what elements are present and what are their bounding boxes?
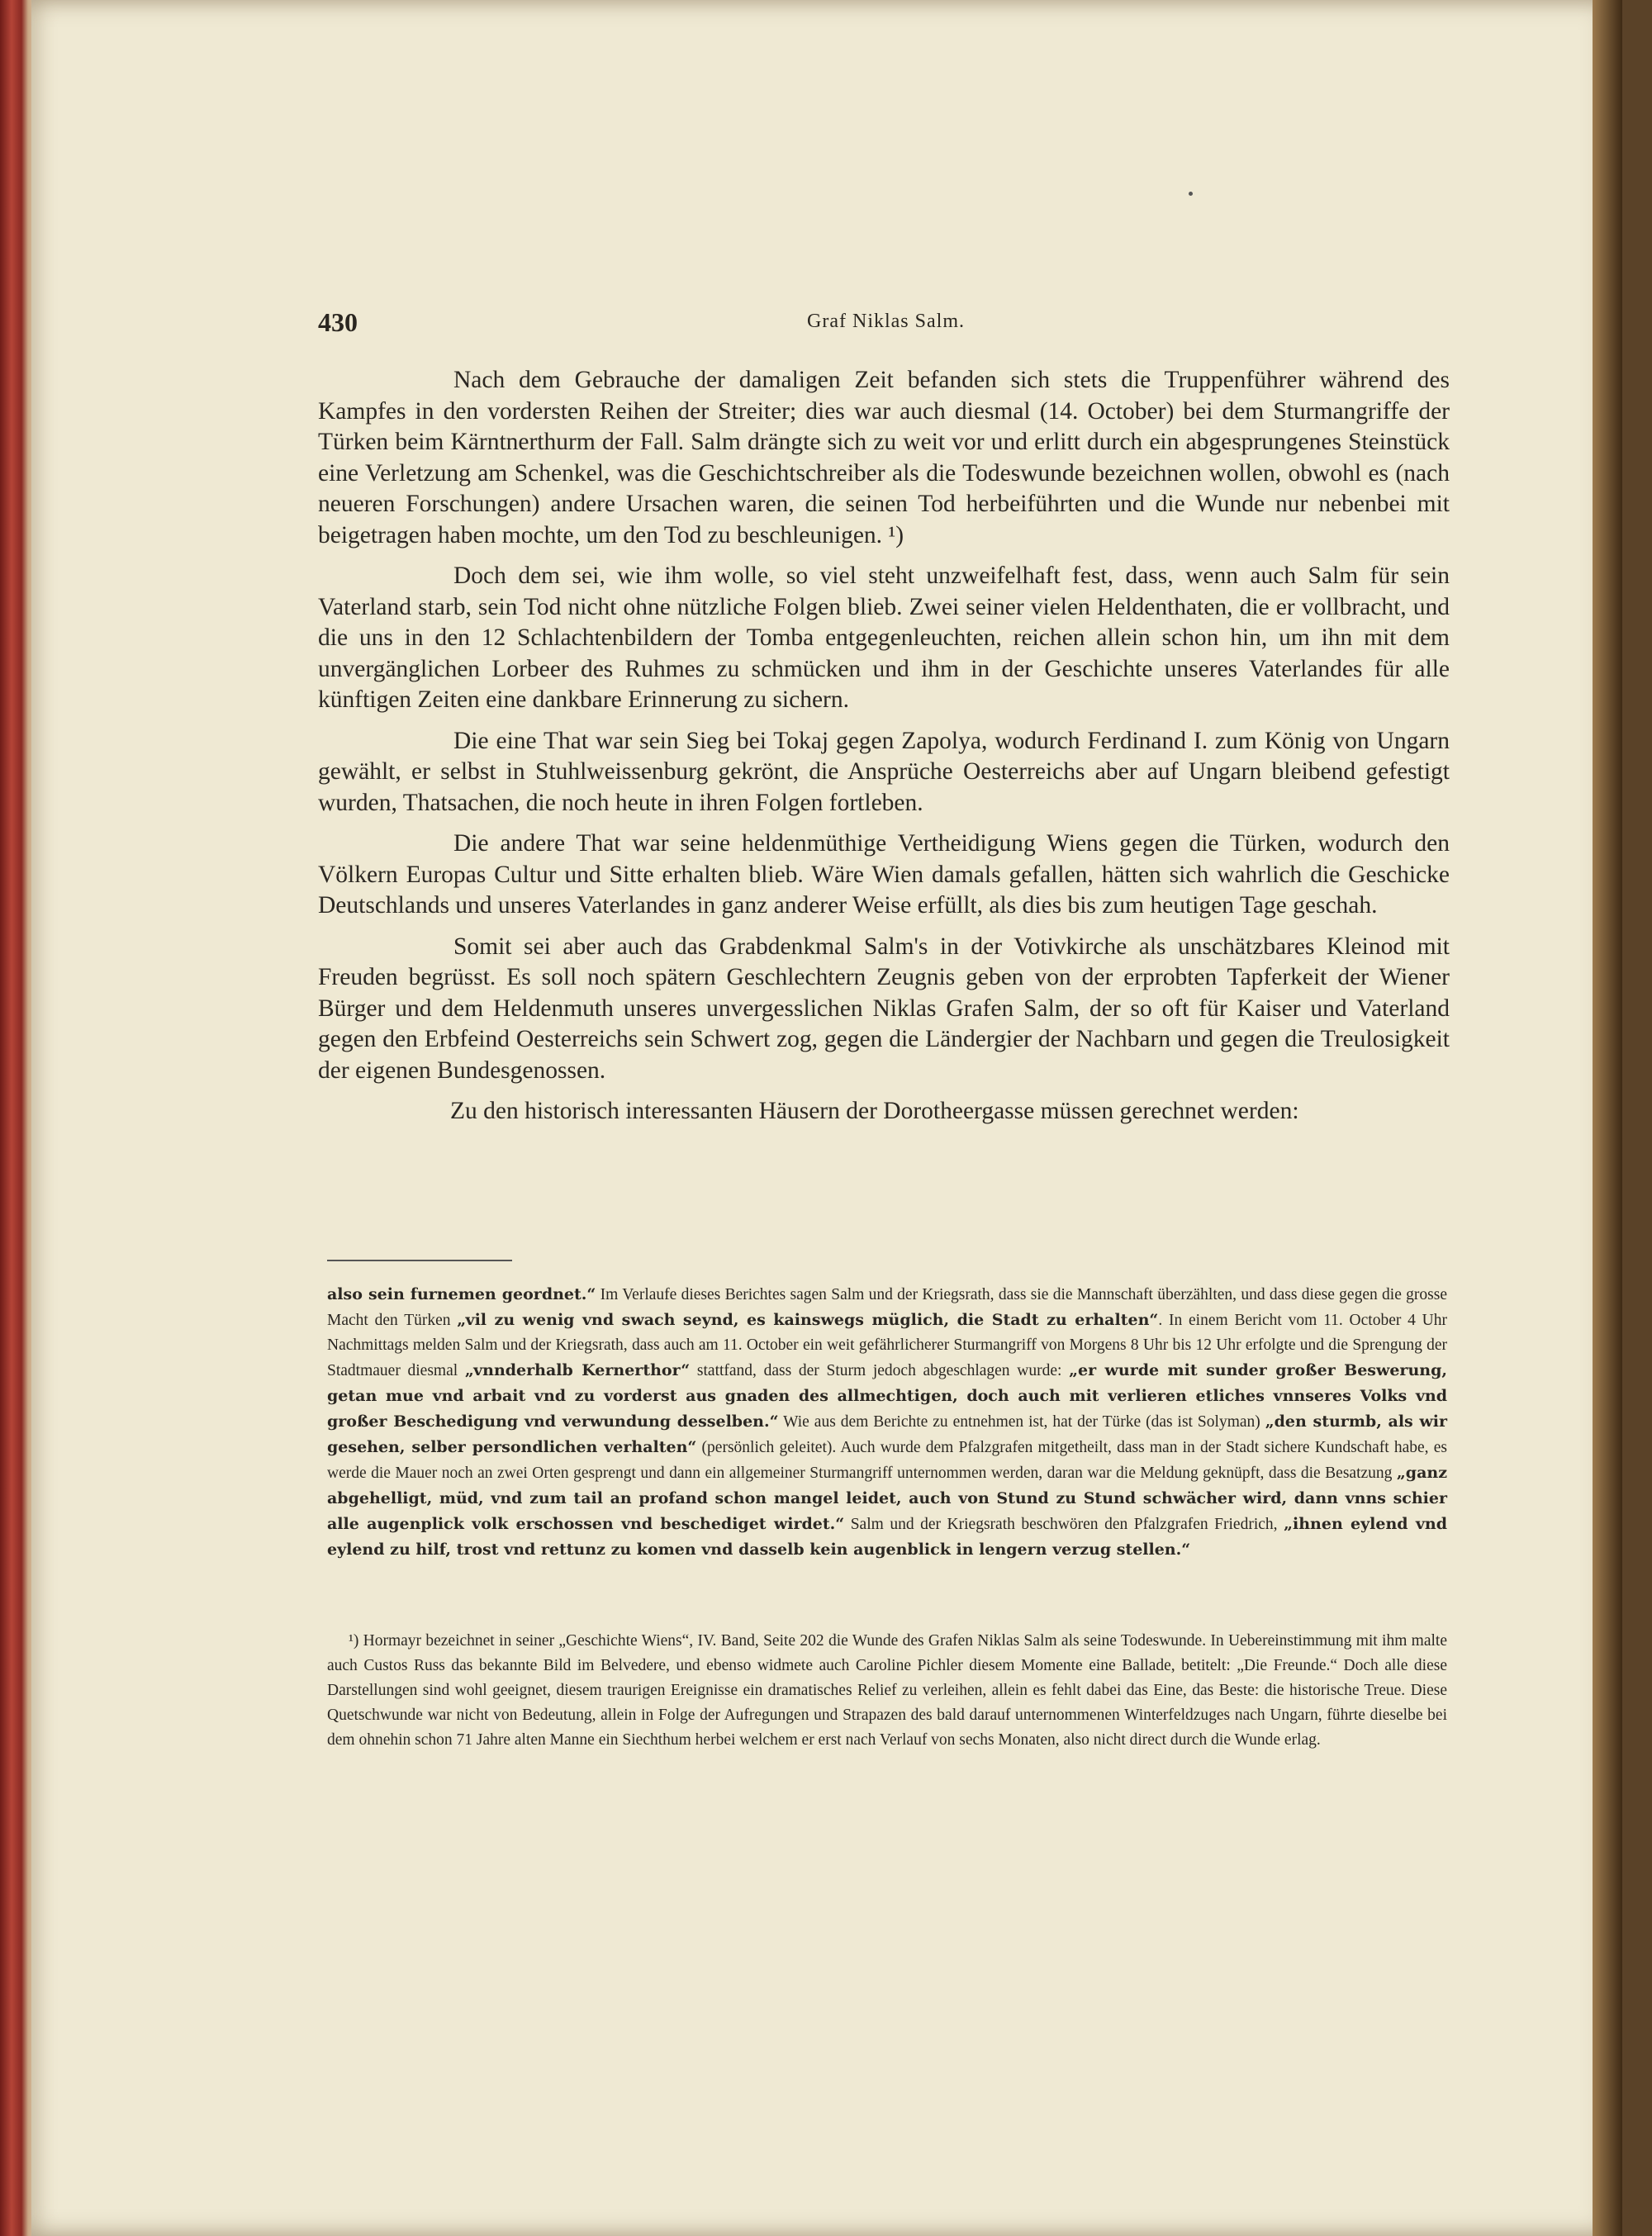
paragraph-5: Somit sei aber auch das Grabdenkmal Salm's in der Votivkirche als unschätzbares Kleinod mit Freuden begrüsst. Es soll noch spätern Geschlechtern Zeugnis geben von der erprobten Tapferkeit der Wiener Bürger und dem Heldenmuth unseres unvergesslichen Niklas Grafen Salm, der so oft für Kaiser und Vaterland gegen den Erbfeind Oesterreichs sein Schwert zog, gegen die Ländergier der Nachbarn und gegen die Treulosigkeit der eigenen Bundesgenossen.	[318, 933, 1450, 1084]
footnote-continued	[327, 1282, 1447, 1563]
footnote-text: (persönlich geleitet). Auch wurde dem Pfalzgrafen mitgetheilt, dass man in der Stadt sichere Kundschaft habe, es werde die Mauer noch an zwei Orten gesprengt und dann ein allgemeiner Sturmangriff unternommen werden, daran war die Meldung geknüpft, dass die Besatzung	[327, 1439, 1447, 1482]
footnote-text: stattfand, dass der Sturm jedoch abgeschlagen wurde:	[690, 1362, 1070, 1379]
footnote-text: Salm und der Kriegsrath beschwören den Pfalzgrafen Friedrich,	[844, 1516, 1284, 1533]
paragraph-2: Doch dem sei, wie ihm wolle, so viel steht unzweifelhaft fest, dass, wenn auch Salm für sein Vaterland starb, sein Tod nicht ohne nützliche Folgen blieb. Zwei seiner vielen Heldenthaten, die er vollbracht, und die uns in den 12 Schlachtenbildern der Tomba entgegenleuchten, reichen allein schon hin, um ihn mit dem unvergänglichen Lorbeer des Ruhmes zu schmücken und ihm in der Geschichte unseres Vaterlandes für alle künftigen Zeiten eine dankbare Erinnerung zu sichern.	[318, 563, 1450, 713]
paragraph-1: Nach dem Gebrauche der damaligen Zeit befanden sich stets die Truppenführer während des Kampfes in den vordersten Reihen der Streiter; dies war auch diesmal (14. October) bei dem Sturmangriffe der Türken beim Kärntnerthurm der Fall. Salm drängte sich zu weit vor und erlitt durch ein abgesprungenes Steinstück eine Verletzung am Schenkel, was die Geschichtschreiber als die Todeswunde bezeichnen wollen, obwohl es (nach neueren Forschungen) andere Ursachen waren, die seinen Tod herbeiführten und die Wunde nur nebenbei mit beigetragen haben mochte, um den Tod zu beschleunigen. ¹)	[318, 367, 1450, 548]
footnote-text: Wie aus dem Berichte zu entnehmen ist, hat der Türke (das ist Solyman)	[778, 1413, 1265, 1431]
fraktur-quote: „ihnen eylend vnd eylend zu hilf, trost vnd rettunz zu komen vnd dasselb kein augenblick in lengern verzug stellen.“	[327, 1515, 1447, 1559]
footnote-separator	[327, 1260, 512, 1261]
footnote-text: . In einem Bericht vom 11. October 4 Uhr Nachmittags melden Salm und der Kriegsrath, dass auch am 11. October ein weit gefährlicherer Sturmangriff von Morgens 8 Uhr bis 12 Uhr erfolgte und die Sprengung der Stadtmauer diesmal	[327, 1312, 1447, 1379]
fraktur-quote: „er wurde mit sunder großer Beswerung, getan mue vnd arbait vnd zu vorderst aus gnaden des allmechtigen, doch auch mit verlieren etliches vnnseres Volks vnd großer Beschedigung vnd verwundung desselben.“	[327, 1361, 1447, 1431]
fraktur-quote: „vnnderhalb Kernerthor“	[464, 1361, 691, 1379]
fraktur-quote: „den sturmb, als wir gesehen, selber persondlichen verhalten“	[327, 1412, 1448, 1456]
page-edge-shadow	[1593, 0, 1622, 2236]
page-number: 430	[318, 307, 358, 337]
ink-speck	[1189, 192, 1193, 196]
fraktur-quote: also sein furnemen geordnet.“	[327, 1285, 596, 1303]
paragraph-6: Zu den historisch interessanten Häusern der Dorotheergasse müssen gerechnet werden:	[450, 1098, 1299, 1124]
running-header	[318, 307, 1454, 340]
fraktur-quote: „ganz abgehelligt, müd, vnd zum tail an profand schon mangel leidet, auch von Stund zu Stund schwächer wird, dann vnns schier alle augenplick volk erschossen vnd beschediget wirdet.“	[327, 1464, 1447, 1533]
paragraph-3: Die eine That war sein Sieg bei Tokaj gegen Zapolya, wodurch Ferdinand I. zum König von Ungarn gewählt, er selbst in Stuhlweissenburg gekrönt, die Ansprüche Oesterreichs aber auf Ungarn bleibend gefestigt wurden, Thatsachen, die noch heute in ihren Folgen fortleben.	[318, 727, 1450, 816]
paragraph-4: Die andere That war seine heldenmüthige Vertheidigung Wiens gegen die Türken, wodurch den Völkern Europas Cultur und Sitte erhalten blieb. Wäre Wien damals gefallen, hätten sich wahrlich die Geschicke Deutschlands und unseres Vaterlandes in ganz anderer Weise erfüllt, als dies bis zum heutigen Tage geschah.	[318, 830, 1450, 919]
main-text	[318, 365, 1450, 1137]
running-title: Graf Niklas Salm.	[807, 311, 965, 332]
footnote-1: ¹) Hormayr bezeichnet in seiner „Geschichte Wiens“, IV. Band, Seite 202 die Wunde des Grafen Niklas Salm als seine Todeswunde. In Uebereinstimmung mit ihm malte auch Custos Russ das bekannte Bild im Belvedere, und ebenso widmete auch Caroline Pichler diesem Momente eine Ballade, betitelt: „Die Freunde.“ Doch alle diese Darstellungen sind wohl geeignet, diesem traurigen Ereignisse ein dramatisches Relief zu verleihen, allein es fehlt dabei das Eine, das Beste: die historische Treue. Diese Quetschwunde war nicht von Bedeutung, allein in Folge der Aufregungen und Strapazen des bald darauf unternommenen Winterfeldzuges nach Ungarn, führte dieselbe bei dem ohnehin schon 71 Jahre alten Manne ein Siechthum herbei welchem er erst nach Verlauf von sechs Monaten, also nicht direct durch die Wunde erlag.	[327, 1632, 1447, 1749]
footnote-text: Im Verlaufe dieses Berichtes sagen Salm und der Kriegsrath, dass sie die Mannschaft überzählten, und dass diese gegen die grosse Macht den Türken	[327, 1286, 1447, 1329]
fraktur-quote: „vil zu wenig vnd swach seynd, es kainswegs müglich, die Stadt zu erhalten“	[457, 1311, 1159, 1329]
